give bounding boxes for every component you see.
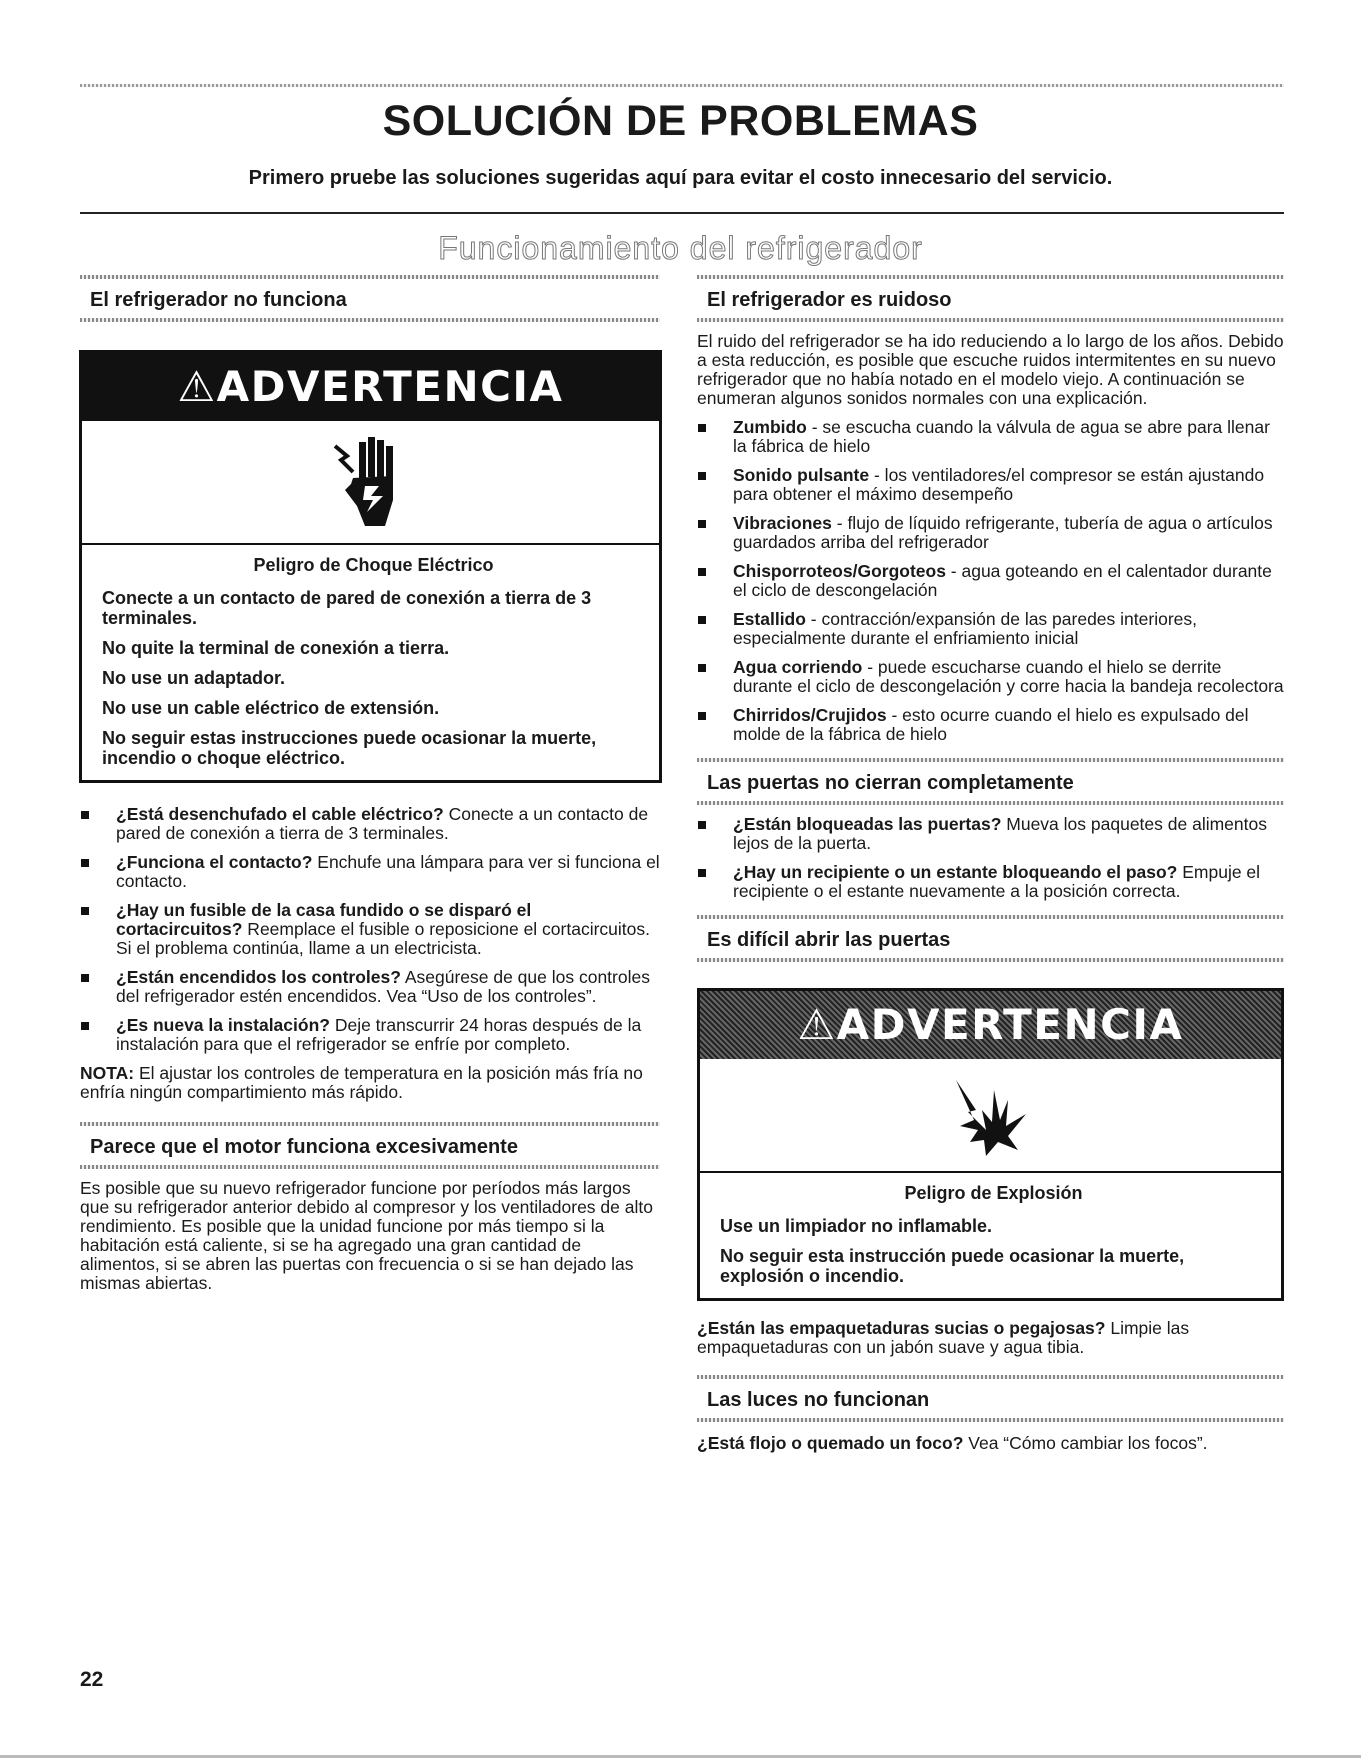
answer: Reemplace el fusible o reposicione el cortacircuitos. Si el problema continúa, llame a un electricista. [116,919,650,958]
noisy-intro: El ruido del refrigerador se ha ido reduciendo a lo largo de los años. Debido a esta reducción, es posible que escuche ruidos intermitentes en su nuevo refrigerador que no había notado en el modelo viejo. A continuación se enumeran algunos sonidos normales con una explicación. [697,331,1284,408]
question: ¿Está flojo o quemado un foco? [697,1433,964,1453]
question: ¿Hay un fusible de la casa fundido o se disparó el cortacircuitos? [116,900,532,939]
warning-line: No seguir esta instrucción puede ocasionar la muerte, explosión o incendio. [720,1246,1185,1286]
warning-line: No quite la terminal de conexión a tierra. [102,638,450,658]
divider [697,318,1284,322]
not-working-list [80,805,660,1054]
bullet-icon [698,472,706,480]
warning-line: No use un cable eléctrico de extensión. [102,698,440,718]
electric-shock-hand-icon [82,421,659,545]
warning-line: No seguir estas instrucciones puede ocasionar la muerte, incendio o choque eléctrico. [102,728,597,768]
bottom-rule [0,1755,1361,1758]
question: ¿Están encendidos los controles? [116,967,401,987]
heading-doors-not-close: Las puertas no cierran completamente [707,772,1074,794]
heading-doors-hard: Es difícil abrir las puertas [707,929,951,951]
answer: Deje transcurrir 24 horas después de la instalación para que el refrigerador se enfríe por completo. [116,1015,642,1054]
warning-box-shock [79,350,662,783]
left-column [80,275,660,1293]
heading-not-working: El refrigerador no funciona [90,289,347,311]
sound-name: Chisporroteos/Gorgoteos [733,561,946,581]
list-item [80,805,660,843]
question: ¿Es nueva la instalación? [116,1015,330,1035]
heading-lights: Las luces no funcionan [707,1389,930,1411]
heading-noisy: El refrigerador es ruidoso [707,289,952,311]
warning-title: Peligro de Choque Eléctrico [253,555,494,575]
doors-list [697,815,1284,901]
list-item [697,863,1284,901]
gaskets-text [697,1319,1284,1357]
top-dotted-rule [80,84,1284,87]
warning-header [700,991,1281,1059]
bullet-icon [698,616,706,624]
warning-box-explosion [697,988,1284,1301]
question: ¿Están bloqueadas las puertas? [733,814,1002,834]
section-title: Funcionamiento del refrigerador [438,230,923,266]
sound-desc: - contracción/expansión de las paredes interiores, especialmente durante el enfriamiento inicial [733,609,1197,648]
bullet-icon [698,712,706,720]
list-item [80,1016,660,1054]
list-item [80,901,660,958]
note-text: El ajustar los controles de temperatura en la posición más fría no enfría ningún compartimiento más rápido. [80,1063,643,1102]
answer: Mueva los paquetes de alimentos lejos de la puerta. [733,814,1267,853]
list-item [80,853,660,891]
note [80,1064,660,1102]
answer: Vea “Cómo cambiar los focos”. [963,1433,1208,1453]
explosion-icon [700,1059,1281,1173]
warning-line: Use un limpiador no inflamable. [720,1216,993,1236]
warning-title: Peligro de Explosión [904,1183,1083,1203]
sound-desc: - flujo de líquido refrigerante, tubería de agua o artículos guardados arriba del refrigerador [733,513,1273,552]
bullet-icon [81,1022,89,1030]
list-item [697,562,1284,600]
divider [80,1165,660,1169]
sound-name: Zumbido [733,417,807,437]
right-column [697,275,1284,1453]
sound-name: Estallido [733,609,806,629]
divider [697,958,1284,962]
sound-name: Vibraciones [733,513,832,533]
bullet-icon [698,664,706,672]
question: ¿Están las empaquetaduras sucias o pegajosas? [697,1318,1106,1338]
divider [697,1418,1284,1422]
sound-desc: - los ventiladores/el compresor se están ajustando para obtener el máximo desempeño [733,465,1265,504]
list-item [697,610,1284,648]
list-item [697,466,1284,504]
question: ¿Hay un recipiente o un estante bloqueando el paso? [733,862,1178,882]
warning-line: No use un adaptador. [102,668,286,688]
bullet-icon [81,974,89,982]
page-title: SOLUCIÓN DE PROBLEMAS [382,97,979,145]
answer: Conecte a un contacto de pared de conexión a tierra de 3 terminales. [116,804,649,843]
bullet-icon [81,859,89,867]
bullet-icon [698,869,706,877]
noises-list [697,418,1284,744]
header-rule [80,212,1284,214]
question: ¿Está desenchufado el cable eléctrico? [116,804,444,824]
list-item [697,706,1284,744]
warning-triangle-icon: ⚠ [797,1000,837,1049]
list-item [697,418,1284,456]
question: ¿Funciona el contacto? [116,852,313,872]
sound-desc: - esto ocurre cuando el hielo es expulsado del molde de la fábrica de hielo [733,705,1249,744]
list-item [80,968,660,1006]
motor-runs-text: Es posible que su nuevo refrigerador funcione por períodos más largos que su refrigerador anterior debido al compresor y los ventiladores de alto rendimiento. Es posible que la unidad funcione por más tiempo si la habitación está caliente, si se ha agregado una gran cantidad de alimentos, si se abren las puertas con frecuencia o si se han dejado las mismas abiertas. [80,1178,653,1293]
sound-desc: - agua goteando en el calentador durante el ciclo de descongelación [733,561,1272,600]
sound-name: Agua corriendo [733,657,863,677]
bullet-icon [698,821,706,829]
bullet-icon [81,811,89,819]
warning-body [82,545,659,780]
sound-name: Chirridos/Crujidos [733,705,887,725]
answer: Empuje el recipiente o el estante nuevamente a la posición correcta. [733,862,1261,901]
list-item [697,815,1284,853]
divider [697,801,1284,805]
bullet-icon [81,907,89,915]
divider [80,318,660,322]
bullet-icon [698,568,706,576]
list-item [697,658,1284,696]
warning-header [82,353,659,421]
answer: Asegúrese de que los controles del refrigerador estén encendidos. Vea “Uso de los controles”. [116,967,650,1006]
warning-triangle-icon: ⚠ [177,362,217,411]
note-label: NOTA: [80,1063,135,1083]
sound-desc: - se escucha cuando la válvula de agua se abre para llenar la fábrica de hielo [733,417,1270,456]
warning-line: Conecte a un contacto de pared de conexión a tierra de 3 terminales. [102,588,592,628]
bullet-icon [698,424,706,432]
page-number: 22 [80,1668,104,1691]
warning-body [700,1173,1281,1298]
warning-header-text: ADVERTENCIA [216,362,564,411]
list-item [697,514,1284,552]
heading-motor-runs: Parece que el motor funciona excesivamente [90,1136,518,1158]
bullet-icon [698,520,706,528]
lights-text [697,1434,1284,1453]
page-subtitle: Primero pruebe las soluciones sugeridas aquí para evitar el costo innecesario del servicio. [248,167,1113,189]
answer: Enchufe una lámpara para ver si funciona el contacto. [116,852,660,891]
sound-desc: - puede escucharse cuando el hielo se derrite durante el ciclo de descongelación y corre hacia la bandeja recolectora [733,657,1284,696]
warning-header-text: ADVERTENCIA [836,1000,1184,1049]
answer: Limpie las empaquetaduras con un jabón suave y agua tibia. [697,1318,1190,1357]
sound-name: Sonido pulsante [733,465,870,485]
